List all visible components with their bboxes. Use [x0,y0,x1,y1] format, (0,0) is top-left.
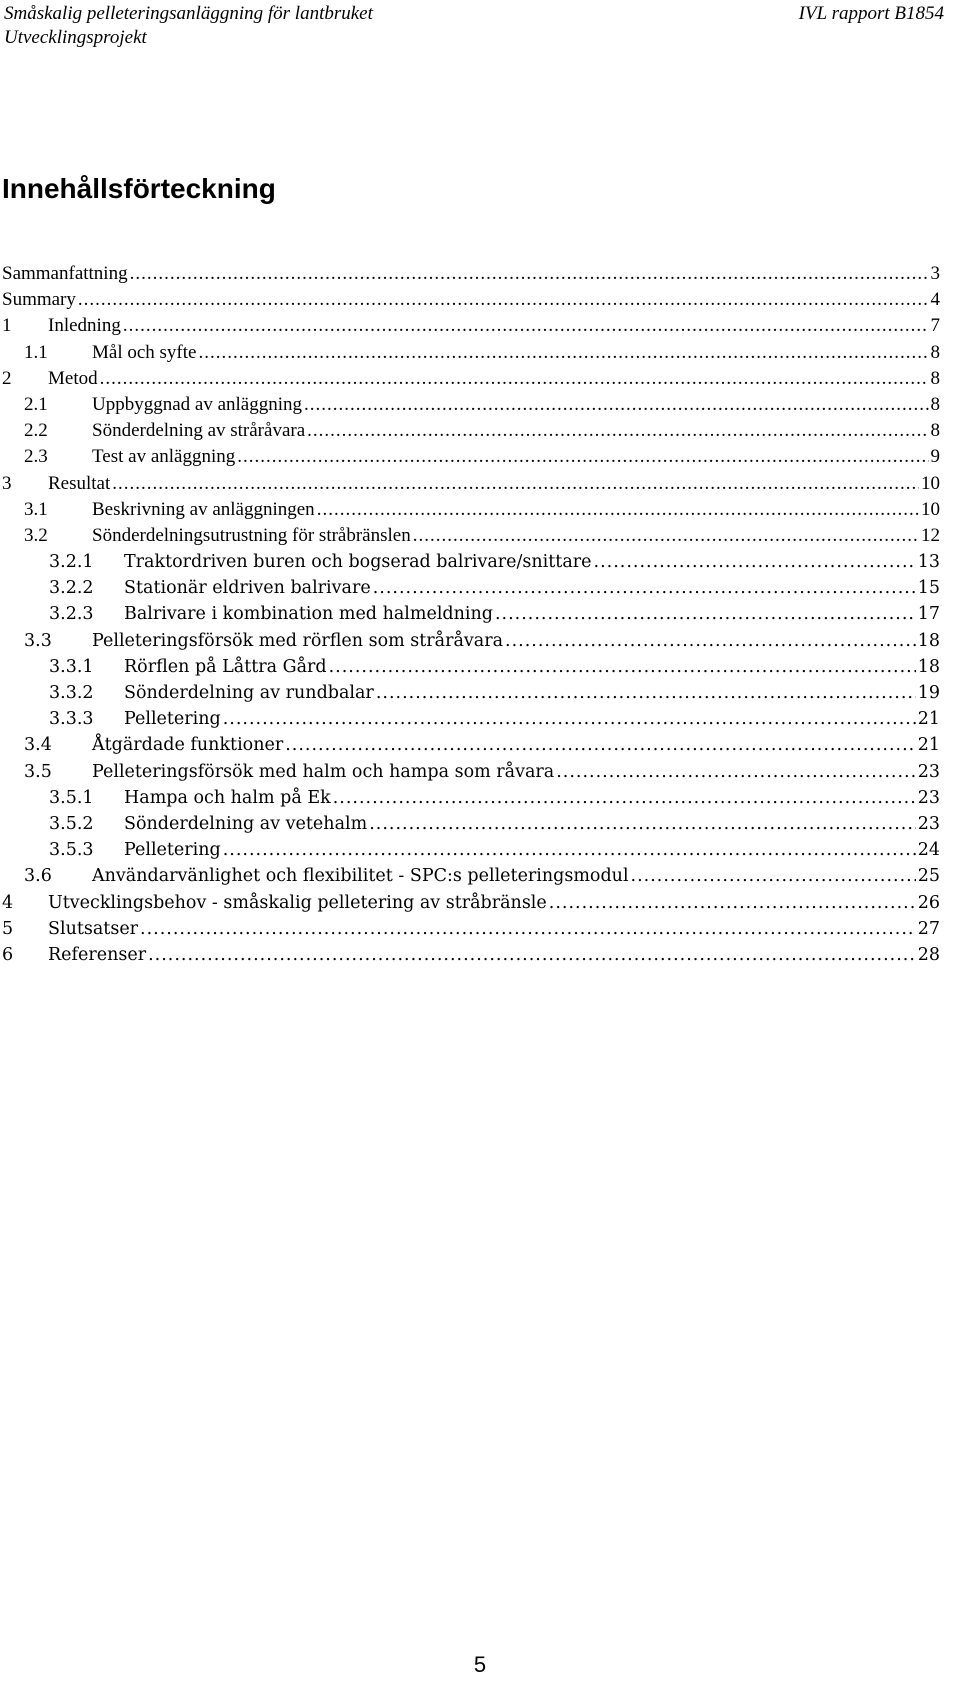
toc-entry-number: 3 [2,472,12,494]
toc-entry[interactable] [0,392,940,418]
toc-entry[interactable] [0,549,940,575]
toc-dot-leader [223,837,916,863]
toc-entry-page: 8 [930,341,940,363]
toc-entry-number: 5 [2,918,14,939]
toc-entry-number: 3.3.1 [49,656,94,677]
toc-dot-leader [505,628,916,654]
page-title: Innehållsförteckning [2,173,276,204]
toc-entry-label: Utvecklingsbehov - småskalig pelletering av stråbränsle [48,892,547,913]
toc-entry-label: Mål och syfte [92,341,197,363]
toc-entry-label: Hampa och halm på Ek [124,787,331,808]
toc-entry-page: 23 [917,761,940,782]
toc-dot-leader [317,497,919,523]
toc-entry-page: 8 [930,420,940,442]
toc-entry[interactable] [0,601,940,627]
toc-entry-number: 3.3 [24,630,52,651]
toc-dot-leader [413,523,919,549]
toc-entry-label: Metod [48,367,98,389]
toc-dot-leader [329,654,916,680]
toc-dot-leader [100,366,929,392]
toc-entry-label: Summary [2,289,76,311]
toc-entry-page: 23 [917,787,940,808]
toc-entry-label: Åtgärdade funktioner [92,735,284,756]
toc-dot-leader [376,680,916,706]
toc-dot-leader [123,313,929,339]
toc-entry-number: 3.2 [24,524,48,546]
toc-entry-page: 13 [917,552,940,573]
toc-entry-number: 3.1 [24,498,48,520]
toc-entry[interactable] [0,890,940,916]
toc-entry[interactable] [0,523,940,549]
toc-dot-leader [631,863,916,889]
toc-entry-number: 3.5 [24,761,52,782]
toc-entry-page: 23 [917,813,940,834]
toc-entry-number: 3.3.3 [49,709,94,730]
toc-dot-leader [495,601,916,627]
toc-entry-number: 1 [2,315,12,337]
toc-entry-label: Sönderdelning av vetehalm [124,813,368,834]
toc-entry[interactable] [0,444,940,470]
toc-entry-number: 2.1 [24,393,48,415]
toc-dot-leader [594,549,916,575]
toc-entry-label: Uppbyggnad av anläggning [92,393,303,415]
toc-entry-label: Test av anläggning [92,446,236,468]
toc-dot-leader [549,890,916,916]
toc-entry-page: 25 [917,866,940,887]
toc-entry-label: Pelleteringsförsök med rörflen som stråråvara [92,630,504,651]
toc-entry-page: 7 [930,315,940,337]
toc-entry[interactable] [0,811,940,837]
toc-entry-label: Slutsatser [48,918,139,939]
toc-entry-label: Beskrivning av anläggningen [92,498,315,520]
toc-entry-page: 24 [917,840,940,861]
toc-entry-number: 3.3.2 [49,683,94,703]
toc-dot-leader [333,785,916,811]
toc-entry-page: 10 [921,472,940,494]
toc-dot-leader [304,392,928,418]
toc-entry-label: Inledning [48,315,121,337]
toc-dot-leader [112,471,919,497]
toc-entry-page: 3 [930,263,940,284]
toc-entry-label: Resultat [48,472,111,494]
toc-entry-label: Balrivare i kombination med halmeldning [124,604,493,625]
toc-entry-number: 6 [2,944,14,965]
toc-entry-label: Pelleteringsförsök med halm och hampa som råvara [92,761,555,782]
page-number: 5 [473,1652,487,1677]
toc-entry[interactable] [0,366,940,392]
toc-entry-number: 3.5.1 [49,787,94,808]
toc-entry[interactable] [0,654,940,680]
toc-entry[interactable] [0,575,940,601]
toc-entry[interactable] [0,287,940,313]
toc-dot-leader [307,418,928,444]
toc-entry-page: 4 [930,289,940,311]
toc-entry-number: 2.2 [24,420,48,442]
toc-entry[interactable] [0,785,940,811]
toc-entry-page: 9 [930,446,940,468]
toc-entry-number: 4 [2,892,14,913]
toc-entry[interactable] [0,340,940,366]
toc-entry[interactable] [0,916,940,942]
toc-entry-page: 10 [921,498,940,520]
toc-entry-label: Pelletering [124,840,221,861]
toc-dot-leader [78,287,929,313]
toc-entry-number: 1.1 [24,341,48,363]
header-document-title: Småskalig pelleteringsanläggning för lantbruket [4,3,373,24]
toc-dot-leader [198,340,928,366]
toc-entry-page: 21 [917,709,940,730]
toc-entry-page: 19 [917,683,940,703]
toc-entry[interactable] [0,732,940,758]
toc-entry[interactable] [0,418,940,444]
toc-entry-label: Pelletering [124,709,221,730]
toc-entry-page: 21 [917,735,940,756]
toc-dot-leader [373,575,916,601]
toc-entry-page: 18 [917,630,940,651]
toc-dot-leader [285,732,916,758]
toc-entry-page: 15 [917,578,940,599]
toc-entry-label: Rörflen på Låttra Gård [124,656,327,677]
toc-dot-leader [140,916,916,942]
toc-entry-page: 17 [917,604,940,625]
toc-entry-number: 3.5.2 [49,813,94,834]
toc-entry-label: Sammanfattning [2,263,128,284]
header-report-number: IVL rapport B1854 [798,3,944,24]
toc-entry-number: 3.2.2 [49,578,94,599]
toc-entry-number: 3.2.1 [49,552,94,573]
toc-dot-leader [130,261,929,287]
toc-entry[interactable] [0,942,940,968]
toc-entry[interactable] [0,471,940,497]
toc-entry-label: Referenser [48,944,147,965]
toc-entry-number: 3.6 [24,866,52,887]
toc-entry-label: Sönderdelning av rundbalar [124,683,374,703]
toc-entry-number: 3.5.3 [49,840,94,861]
toc-dot-leader [223,706,916,732]
toc-dot-leader [369,811,916,837]
toc-entry-label: Sönderdelning av stråråvara [92,420,306,442]
toc-entry-page: 12 [921,524,940,546]
toc-entry-page: 28 [917,944,940,965]
toc-entry[interactable] [0,628,940,654]
toc-entry-page: 27 [917,918,940,939]
toc-entry-label: Användarvänlighet och flexibilitet - SPC:s pelleteringsmodul [92,866,629,887]
toc-dot-leader [237,444,928,470]
toc-entry-number: 3.4 [24,735,52,756]
toc-entry-number: 3.2.3 [49,604,94,625]
toc-entry[interactable] [0,759,940,785]
header-document-subtitle: Utvecklingsprojekt [4,27,147,48]
table-of-contents [0,261,940,968]
toc-entry-number: 2.3 [24,446,48,468]
toc-entry[interactable] [0,680,940,706]
toc-dot-leader [556,759,916,785]
toc-entry-number: 2 [2,367,12,389]
toc-entry-label: Traktordriven buren och bogserad balrivare/snittare [124,552,592,573]
toc-entry-label: Sönderdelningsutrustning för stråbränslen [92,524,411,546]
toc-entry-page: 8 [930,367,940,389]
toc-entry[interactable] [0,313,940,339]
toc-entry-page: 8 [930,393,940,415]
toc-dot-leader [148,942,916,968]
toc-entry[interactable] [0,261,940,287]
toc-entry[interactable] [0,863,940,889]
toc-entry-page: 18 [917,656,940,677]
toc-entry-label: Stationär eldriven balrivare [124,578,371,599]
toc-entry[interactable] [0,497,940,523]
toc-entry[interactable] [0,706,940,732]
toc-entry[interactable] [0,837,940,863]
toc-entry-page: 26 [917,892,940,913]
